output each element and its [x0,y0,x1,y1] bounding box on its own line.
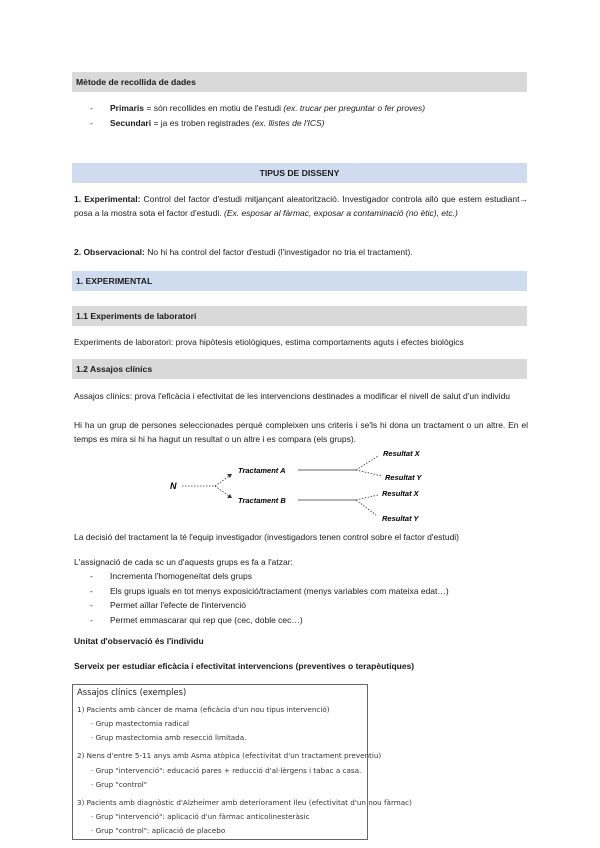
method-header: Mètode de recollida de dades [72,72,527,92]
assignment-list [90,569,520,627]
clinical-trials-header: 1.2 Assajos clínics [72,359,527,379]
list-item: - Secundari = ja es troben registrades (ex. llistes de l'ICS) [90,117,325,128]
observational-definition: 2. Observacional: No hi ha control del factor d'estudi (l'investigador no tria el tractament). [74,247,413,257]
list-item: - Els grups iguals en tot menys exposició/tractament (menys variables com mateixa edat…) [90,585,449,596]
b-y-line [356,500,376,515]
b-x-line [356,495,378,500]
clinical-trials-description: Hi ha un grup de persones seleccionades perquè compleixen uns criteris i se'ls hi dona un tractament o un altre. En el temps es mira si hi ha hagut un resultat o un altre i es compara (els grups). [74,420,528,444]
example-line: 1) Pacients amb càncer de mama (eficàcia d'un nou tipus intervenció) [77,705,330,714]
a-y-line [356,470,382,476]
assignment-text: L'assignació de cada sc un d'aquests grups es fa a l'atzar: [74,557,293,567]
result-y-label: Resultat Y [382,514,419,523]
example-line: · Grup mastectomia amb resecció limitada. [91,733,247,742]
example-line: 2) Nens d'entre 5-11 anys amb Asma atòpica (efectivitat d'un tractament preventiu) [77,751,382,760]
list-item: - Incrementa l'homogeneïtat dels grups [90,571,252,581]
method-list [90,101,520,130]
example-line: · Grup "intervenció": aplicació d'un fàrmac anticolinesteràsic [91,812,310,821]
example-line: · Grup "control": aplicació de placebo [91,826,226,835]
result-y-label: Resultat Y [385,473,422,482]
list-item: - Permet aïllar l'efecte de l'intervenció [90,600,247,610]
decision-text: La decisió del tractament la té l'equip investigador (investigadors tenen control sobre el factor d'estudi) [74,532,460,542]
unit-text: Unitat d'observació és l'individu [74,636,204,646]
list-item: - Primaris = són recollides en motiu de l'estudi (ex. trucar per preguntar o fer proves) [90,103,426,113]
a-x-line [356,456,378,470]
design-types-header: TIPUS DE DISSENY [72,163,527,183]
example-line: · Grup "control" [91,780,148,789]
treatment-a-label: Tractament A [238,466,286,475]
examples-box [72,684,412,840]
example-line: · Grup mastectomia radical [91,719,190,728]
examples-title: Assajos clínics (exemples) [77,687,187,697]
example-line: 3) Pacients amb diagnòstic d'Alzheimer amb deteriorament lleu (efectivitat d'un nou fàrmac) [77,798,412,807]
lab-experiments-text: Experiments de laboratori: prova hipòtesis etiològiques, estima comportaments aguts i efectes biològics [74,337,464,347]
experimental-header: 1. EXPERIMENTAL [72,271,527,291]
lab-experiments-header: 1.1 Experiments de laboratori [72,306,527,326]
list-item: - Permet emmascarar qui rep que (cec, doble cec…) [90,614,303,625]
treatment-b-label: Tractament B [238,496,286,505]
n-label: N [170,481,177,491]
clinical-trials-text: Assajos clínics: prova l'eficàcia i efectivitat de les intervencions destinades a modificar el nivell de salut d'un individu [74,391,511,401]
serves-text: Serveix per estudiar eficàcia i efectivitat intervencions (preventives o terapèutiques) [74,661,415,671]
result-x-label: Resultat X [383,449,420,458]
experimental-definition: 1. Experimental: Control del factor d'estudi mitjançant aleatorització. Investigador controla allò que estem estudiant→ posa a la mostra sota el factor d'estudi. (Ex. esposar al fàrmac, exposar a contaminació (no ètic), etc.) [74,194,528,218]
example-line: · Grup "intervenció": educació pares + reducció d'al·lèrgens i tabac a casa. [91,766,362,775]
trial-diagram [160,445,460,530]
result-x-label: Resultat X [382,489,419,498]
